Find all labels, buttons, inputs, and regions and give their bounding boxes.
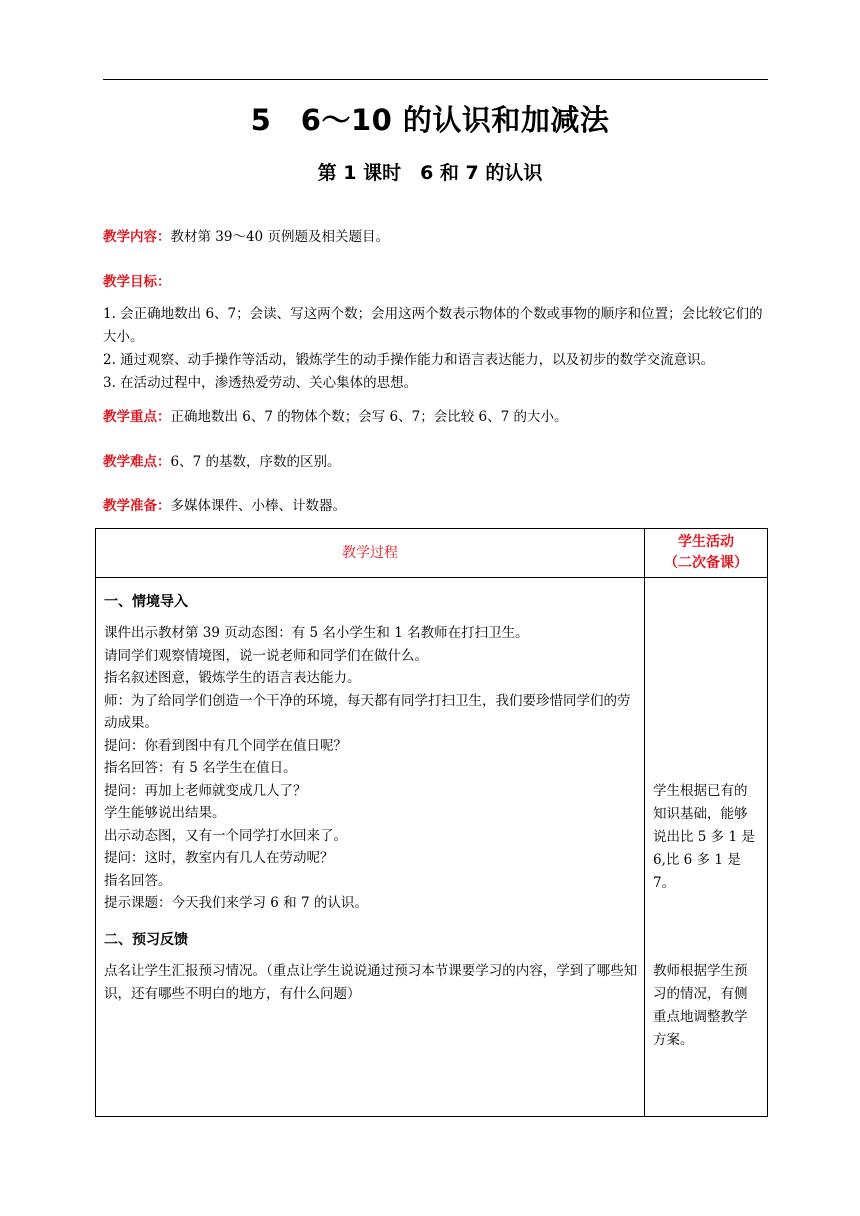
header-teaching-process: 教学过程 — [342, 545, 398, 561]
teaching-process-table — [95, 528, 768, 1117]
section-preview-feedback-body — [104, 960, 640, 1005]
process-line: 学生能够说出结果。 — [104, 805, 226, 821]
lesson-title: 第 1 课时 6 和 7 的认识 — [317, 162, 543, 184]
top-rule — [103, 79, 768, 80]
section-scenario-intro-title: 一、情境导入 — [104, 594, 188, 610]
teaching-goals-label: 教学目标 — [103, 274, 157, 290]
preparation: 教学准备：多媒体课件、小棒、计数器。 — [103, 498, 346, 514]
process-line: 点名让学生汇报预习情况。（重点让学生说说通过预习本节课要学习的内容，学到了哪些知识，还有哪些不明白的地方，有什么问题） — [104, 963, 638, 1002]
difficulties: 教学难点：6、7 的基数，序数的区别。 — [103, 454, 341, 470]
process-line: 提问：这时，教室内有几人在劳动呢？ — [104, 850, 334, 866]
preparation-text: 多媒体课件、小棒、计数器。 — [170, 498, 346, 514]
side-note-line: 教师根据学生预 — [653, 963, 748, 979]
side-note-line: 重点地调整教学 — [653, 1009, 748, 1025]
process-line: 提示课题：今天我们来学习 6 和 7 的认识。 — [104, 895, 368, 911]
header-student-activity — [645, 532, 767, 574]
key-points: 教学重点：正确地数出 6、7 的物体个数；会写 6、7；会比较 6、7 的大小。 — [103, 409, 568, 425]
side-note-line: 6,比 6 多 1 是 7。 — [653, 852, 741, 891]
difficulties-text: 6、7 的基数，序数的区别。 — [170, 454, 341, 470]
process-line: 指名回答：有 5 名学生在值日。 — [104, 760, 297, 776]
preparation-label: 教学准备 — [103, 498, 157, 514]
process-line: 指名叙述图意，锻炼学生的语言表达能力。 — [104, 670, 361, 686]
difficulties-label: 教学难点 — [103, 454, 157, 470]
goal-item: 3. 在活动过程中，渗透热爱劳动、关心集体的思想。 — [103, 375, 418, 391]
teaching-goals-heading: 教学目标： — [103, 274, 171, 290]
header-student-activity-line1: 学生活动 — [678, 534, 734, 550]
table-header-row — [96, 529, 767, 578]
process-line: 请同学们观察情境图，说一说老师和同学们在做什么。 — [104, 647, 428, 664]
key-points-text: 正确地数出 6、7 的物体个数；会写 6、7；会比较 6、7 的大小。 — [170, 409, 568, 425]
process-line: 课件出示教材第 39 页动态图：有 5 名小学生和 1 名教师在打扫卫生。 — [104, 625, 529, 641]
teaching-content-text: 教材第 39～40 页例题及相关题目。 — [170, 229, 389, 245]
section-scenario-intro-body — [104, 622, 640, 915]
side-note-scenario — [653, 780, 763, 895]
header-student-activity-line2: （二次备课） — [664, 555, 748, 571]
process-line: 指名回答。 — [104, 872, 172, 889]
column-divider — [644, 529, 645, 1116]
side-note-line: 知识基础，能够 — [653, 806, 748, 822]
goal-item: 2. 通过观察、动手操作等活动，锻炼学生的动手操作能力和语言表达能力，以及初步的数学交流意识。 — [103, 352, 715, 368]
teaching-content-label: 教学内容 — [103, 229, 157, 245]
process-line: 师：为了给同学们创造一个干净的环境，每天都有同学打扫卫生，我们要珍惜同学们的劳动成果。 — [104, 692, 631, 731]
teaching-content: 教学内容：教材第 39～40 页例题及相关题目。 — [103, 229, 389, 245]
side-note-line: 习的情况，有侧 — [653, 986, 748, 1002]
key-points-label: 教学重点 — [103, 409, 157, 425]
side-note-line: 学生根据已有的 — [653, 783, 748, 799]
process-line: 提问：你看到图中有几个同学在值日呢？ — [104, 737, 347, 754]
process-line: 提问：再加上老师就变成几人了？ — [104, 782, 307, 799]
section-preview-feedback-title: 二、预习反馈 — [104, 932, 188, 948]
side-note-line: 说出比 5 多 1 是 — [653, 829, 755, 845]
goal-item: 1. 会正确地数出 6、7；会读、写这两个数；会用这两个数表示物体的个数或事物的顺序和位置；会比较它们的大小。 — [103, 306, 763, 345]
chapter-title: 5 6～10 的认识和加减法 — [250, 103, 610, 137]
side-note-line: 方案。 — [653, 1032, 694, 1048]
process-line: 出示动态图，又有一个同学打水回来了。 — [104, 827, 347, 844]
teaching-goals-list — [103, 303, 775, 395]
side-note-preview — [653, 960, 763, 1052]
